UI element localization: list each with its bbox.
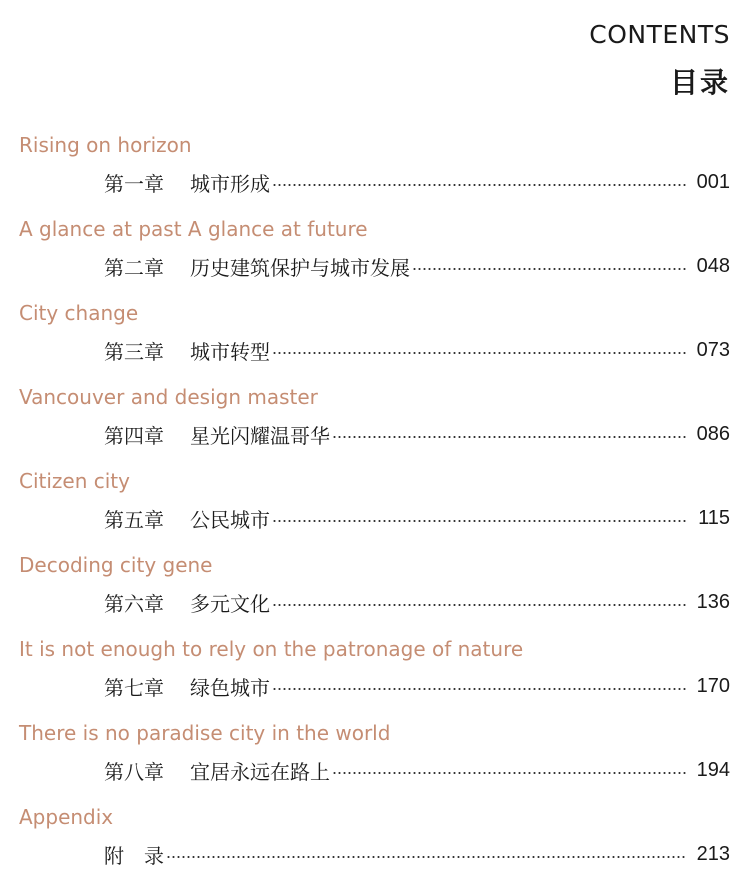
chapter-label: 第四章 [104, 423, 164, 448]
entry-line [104, 419, 730, 449]
entry-line [104, 755, 730, 785]
entry-title-en: City change [19, 301, 139, 325]
table-of-contents [0, 128, 750, 884]
toc-entry-4[interactable] [0, 380, 750, 464]
entry-title-en: Vancouver and design master [19, 385, 318, 409]
entry-title-en: A glance at past A glance at future [19, 217, 368, 241]
chapter-label: 附 录 [104, 843, 164, 868]
entry-line [104, 503, 730, 533]
dot-leader [412, 268, 687, 270]
dot-leader [272, 352, 687, 354]
contents-title-zh: 目录 [669, 66, 730, 99]
chapter-label: 第七章 [104, 675, 164, 700]
entry-title-en: Appendix [19, 805, 114, 829]
entry-title-zh: 星光闪耀温哥华 [190, 423, 330, 448]
dot-leader [166, 856, 687, 858]
entry-title-zh: 多元文化 [190, 591, 270, 616]
toc-entry-5[interactable] [0, 464, 750, 548]
entry-line [104, 671, 730, 701]
toc-entry-6[interactable] [0, 548, 750, 632]
entry-title-zh: 绿色城市 [190, 675, 270, 700]
dot-leader [332, 772, 687, 774]
page-number: 048 [696, 254, 730, 277]
entry-line [104, 335, 730, 365]
toc-entry-8[interactable] [0, 716, 750, 800]
toc-entry-1[interactable] [0, 128, 750, 212]
page-number: 213 [696, 842, 730, 865]
entry-title-zh: 公民城市 [190, 507, 270, 532]
page-number: 194 [696, 758, 730, 781]
page-number: 086 [696, 422, 730, 445]
dot-leader [272, 520, 688, 522]
dot-leader [332, 436, 687, 438]
page-number: 115 [698, 506, 730, 529]
chapter-label: 第三章 [104, 339, 164, 364]
chapter-label: 第八章 [104, 759, 164, 784]
entry-title-en: There is no paradise city in the world [19, 721, 391, 745]
entry-title-zh: 城市形成 [190, 171, 270, 196]
dot-leader [272, 184, 687, 186]
toc-entry-7[interactable] [0, 632, 750, 716]
toc-entry-3[interactable] [0, 296, 750, 380]
entry-title-zh: 城市转型 [190, 339, 270, 364]
entry-title-en: It is not enough to rely on the patronage of nature [19, 637, 524, 661]
contents-title-en: CONTENTS [589, 20, 730, 49]
entry-title-zh: 历史建筑保护与城市发展 [190, 255, 410, 280]
toc-entry-9[interactable] [0, 800, 750, 884]
chapter-label: 第二章 [104, 255, 164, 280]
page-number: 073 [696, 338, 730, 361]
chapter-label: 第五章 [104, 507, 164, 532]
entry-title-zh: 宜居永远在路上 [190, 759, 330, 784]
entry-line [104, 839, 730, 869]
entry-title-en: Rising on horizon [19, 133, 192, 157]
dot-leader [272, 604, 687, 606]
entry-title-en: Citizen city [19, 469, 130, 493]
chapter-label: 第六章 [104, 591, 164, 616]
page-number: 170 [696, 674, 730, 697]
entry-title-en: Decoding city gene [19, 553, 213, 577]
toc-entry-2[interactable] [0, 212, 750, 296]
entry-line [104, 167, 730, 197]
entry-line [104, 251, 730, 281]
chapter-label: 第一章 [104, 171, 164, 196]
dot-leader [272, 688, 687, 690]
page-number: 136 [696, 590, 730, 613]
entry-line [104, 587, 730, 617]
page-number: 001 [696, 170, 730, 193]
